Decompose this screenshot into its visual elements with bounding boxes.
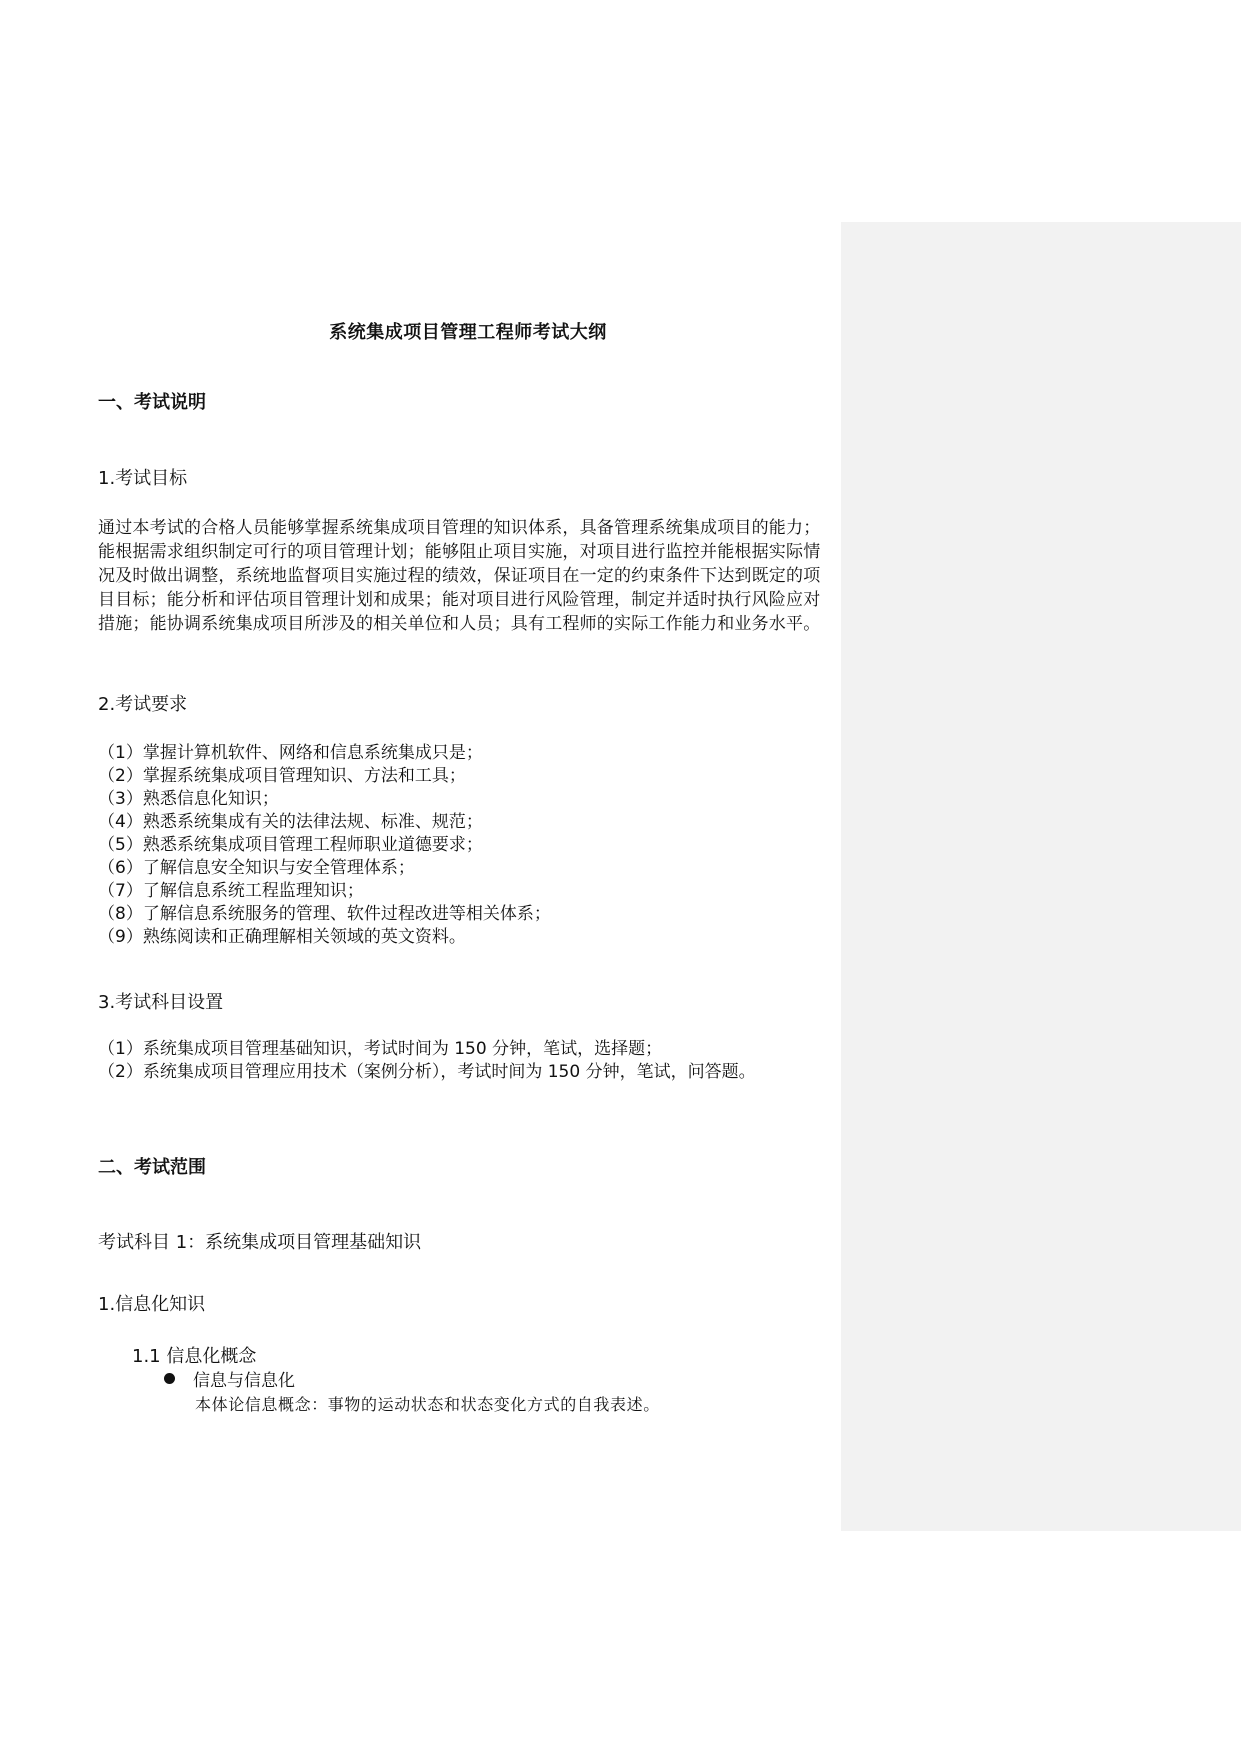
section2-heading: 二、考试范围 xyxy=(98,1157,206,1178)
list-item: （4）熟悉系统集成有关的法律法规、标准、规范； xyxy=(98,812,483,832)
list-item: （9）熟练阅读和正确理解相关领域的英文资料。 xyxy=(98,927,466,947)
requirements-list xyxy=(98,742,551,949)
detail-text: 本体论信息概念：事物的运动状态和状态变化方式的自我表述。 xyxy=(195,1395,660,1414)
subject1-heading: 考试科目 1：系统集成项目管理基础知识 xyxy=(98,1232,422,1253)
section1-heading: 一、考试说明 xyxy=(98,392,206,413)
list-item: （2）掌握系统集成项目管理知识、方法和工具； xyxy=(98,766,466,786)
list-item: （3）熟悉信息化知识； xyxy=(98,789,279,809)
subjects-list xyxy=(98,1038,756,1084)
comment-margin-panel xyxy=(841,222,1241,1531)
list-item: （1）掌握计算机软件、网络和信息系统集成只是； xyxy=(98,743,483,763)
list-item: （1）系统集成项目管理基础知识，考试时间为 150 分钟，笔试，选择题； xyxy=(98,1039,663,1059)
list-item: （8）了解信息系统服务的管理、软件过程改进等相关体系； xyxy=(98,904,551,924)
topic1-1-heading: 1.1 信息化概念 xyxy=(132,1346,257,1367)
goal-paragraph: 通过本考试的合格人员能够掌握系统集成项目管理的知识体系，具备管理系统集成项目的能力；能根据需求组织制定可行的项目管理计划；能够阻止项目实施，对项目进行监控并能根据实际情况及时做出调整，系统地监督项目实施过程的绩效，保证项目在一定的约束条件下达到既定的项目目标；能分析和评估项目管理计划和成果；能对项目进行风险管理，制定并适时执行风险应对措施；能协调系统集成项目所涉及的相关单位和人员；具有工程师的实际工作能力和业务水平。 xyxy=(98,518,821,634)
list-item: （7）了解信息系统工程监理知识； xyxy=(98,881,364,901)
subjects-heading: 3.考试科目设置 xyxy=(98,992,224,1013)
list-item: （6）了解信息安全知识与安全管理体系； xyxy=(98,858,415,878)
requirements-heading: 2.考试要求 xyxy=(98,694,188,715)
document-title: 系统集成项目管理工程师考试大纲 xyxy=(329,322,607,343)
bullet-icon xyxy=(164,1373,175,1384)
goal-heading: 1.考试目标 xyxy=(98,468,188,489)
list-item: （5）熟悉系统集成项目管理工程师职业道德要求； xyxy=(98,835,483,855)
topic1-heading: 1.信息化知识 xyxy=(98,1294,206,1315)
bullet-item xyxy=(164,1366,295,1391)
bullet-text: 信息与信息化 xyxy=(193,1371,295,1391)
list-item: （2）系统集成项目管理应用技术（案例分析），考试时间为 150 分钟，笔试，问答题。 xyxy=(98,1062,756,1082)
